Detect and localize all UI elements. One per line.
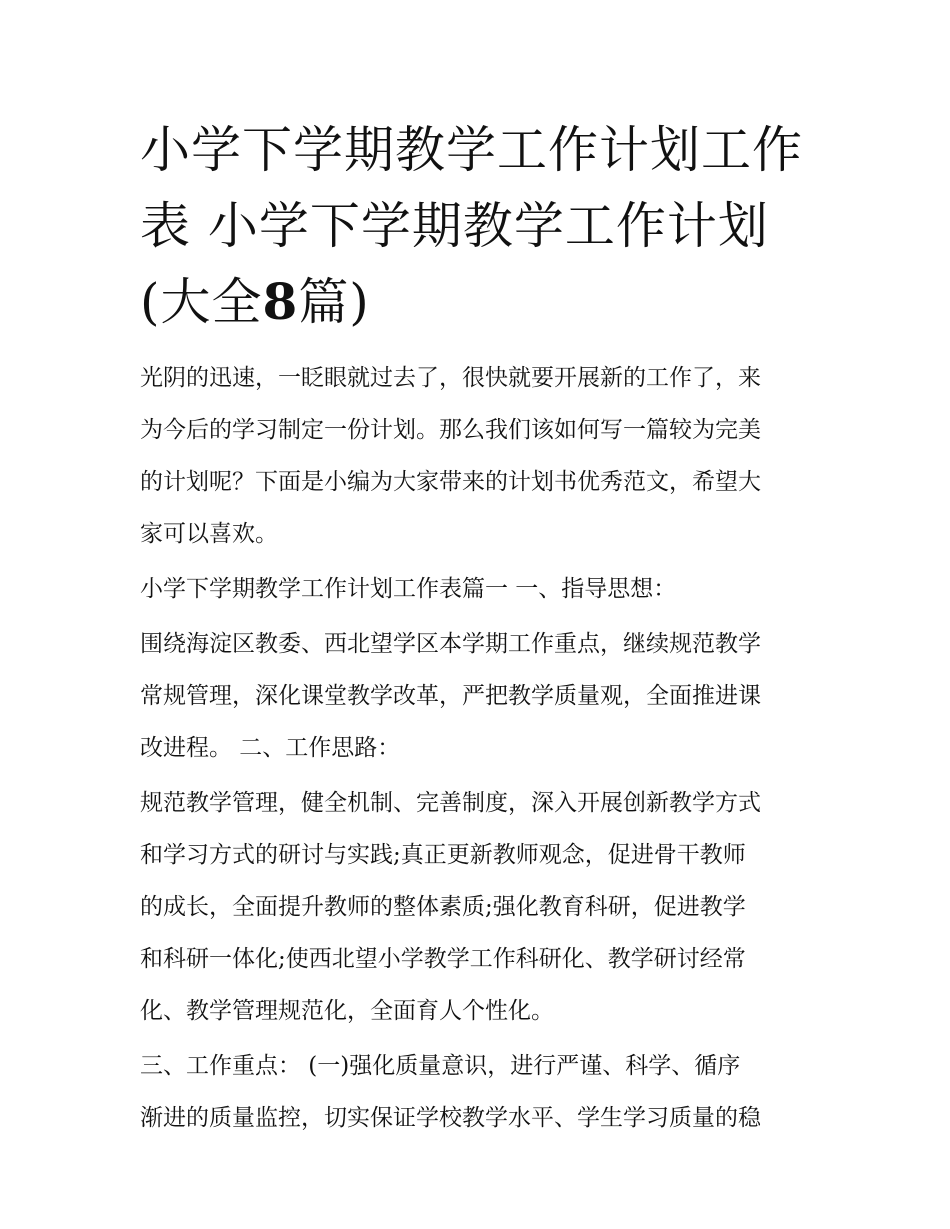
paragraph-guiding-thought bbox=[140, 618, 830, 774]
title-line-2: 表 小学下学期教学工作计划 bbox=[140, 197, 769, 255]
title-line-1: 小学下学期教学工作计划工作 bbox=[140, 121, 803, 179]
paragraph-line: 渐进的质量监控，切实保证学校教学水平、学生学习质量的稳 bbox=[140, 1105, 761, 1131]
title-line-3-prefix: (大全 bbox=[140, 273, 263, 331]
title-line-3-number: 8 bbox=[262, 272, 299, 331]
paragraph-line: 和科研一体化;使西北望小学教学工作科研化、教学研讨经常 bbox=[140, 946, 746, 972]
paragraph-line: 三、工作重点： (一)强化质量意识，进行严谨、科学、循序 bbox=[140, 1053, 741, 1079]
document-title bbox=[140, 112, 830, 340]
paragraph-line: 光阴的迅速，一眨眼就过去了，很快就要开展新的工作了，来 bbox=[140, 365, 761, 391]
paragraph-work-ideas bbox=[140, 777, 830, 1037]
paragraph-line: 围绕海淀区教委、西北望学区本学期工作重点，继续规范教学 bbox=[140, 631, 761, 657]
paragraph-line: 改进程。 二、工作思路： bbox=[140, 735, 401, 761]
paragraph-line: 化、教学管理规范化，全面育人个性化。 bbox=[140, 998, 554, 1024]
paragraph-line: 常规管理，深化课堂教学改革，严把教学质量观，全面推进课 bbox=[140, 683, 761, 709]
paragraph-work-focus bbox=[140, 1040, 830, 1144]
paragraph-line: 小学下学期教学工作计划工作表篇一 一、指导思想： bbox=[140, 576, 677, 602]
title-line-3 bbox=[140, 264, 830, 340]
paragraph-line: 的计划呢？下面是小编为大家带来的计划书优秀范文，希望大 bbox=[140, 469, 761, 495]
paragraph-line: 家可以喜欢。 bbox=[140, 521, 278, 547]
paragraph-intro bbox=[140, 352, 830, 560]
paragraph-line: 为今后的学习制定一份计划。那么我们该如何写一篇较为完美 bbox=[140, 417, 761, 443]
title-line-3-suffix: 篇) bbox=[298, 273, 370, 331]
paragraph-line: 和学习方式的研讨与实践;真正更新教师观念，促进骨干教师 bbox=[140, 842, 746, 868]
document-body bbox=[140, 112, 830, 1147]
paragraph-line: 的成长，全面提升教师的整体素质;强化教育科研，促进教学 bbox=[140, 894, 746, 920]
section-heading-guiding-thought bbox=[140, 563, 830, 615]
paragraph-line: 规范教学管理，健全机制、完善制度，深入开展创新教学方式 bbox=[140, 790, 761, 816]
